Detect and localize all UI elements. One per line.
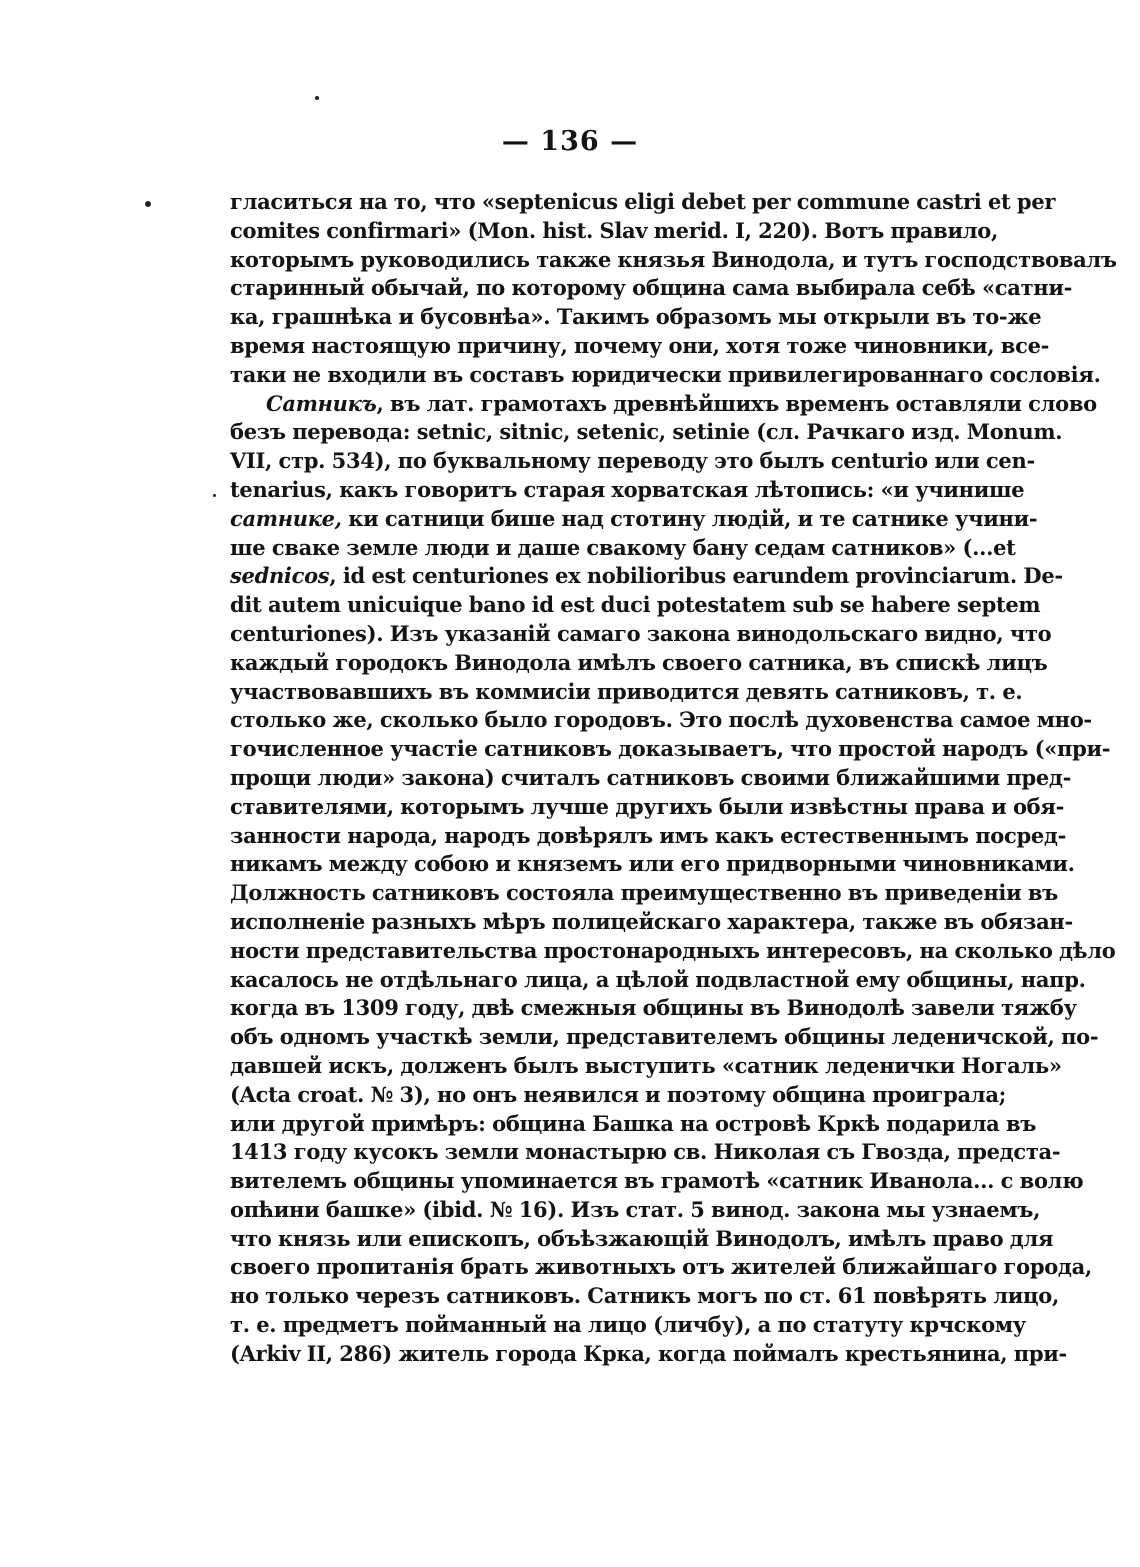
line-text: ка, грашнѣка и бусовнѣа». Такимъ образомъ мы открыли въ то-же <box>230 304 1042 330</box>
text-line <box>230 418 1063 447</box>
line-text: (Arkiv II, 286) житель города Крка, когда поймалъ крестьянина, при- <box>230 1340 1067 1366</box>
line-text: или другой примѣръ: община Башка на островѣ Кркѣ подарила въ <box>230 1110 1037 1136</box>
line-text: безъ перевода: setnic, sitnic, setenic, setinie (сл. Рачкаго изд. Monum. <box>230 419 1063 445</box>
line-text: т. е. предметъ пойманный на лицо (личбу), а по статуту крчскому <box>230 1312 1026 1338</box>
body-text <box>230 188 1117 1369</box>
line-text: VII, стр. 534), по буквальному переводу это былъ centurio или cen- <box>230 448 1035 474</box>
text-line <box>230 1138 1061 1167</box>
text-line <box>230 361 1101 390</box>
ink-speck <box>145 201 151 207</box>
text-line <box>230 447 1035 476</box>
line-text: занности народа, народъ довѣрялъ имъ какъ естественнымъ посред- <box>230 822 1067 848</box>
text-line <box>230 534 1016 563</box>
line-text: столько же, сколько было городовъ. Это послѣ духовенства самое мно- <box>230 707 1092 733</box>
line-text: но только черезъ сатниковъ. Сатникъ могъ по ст. 61 повѣрять лицо, <box>230 1283 1059 1309</box>
italic-term: sednicos <box>230 563 330 589</box>
text-line <box>230 1081 1007 1110</box>
line-text: старинный обычай, по которому община сама выбирала себѣ «сатни- <box>230 275 1073 301</box>
ink-speck <box>315 96 319 100</box>
text-line <box>230 879 1058 908</box>
text-line <box>230 1167 1084 1196</box>
line-text: никамъ между собою и княземъ или его придворными чиновниками. <box>230 851 1075 877</box>
line-text: (Acta croat. № 3), но онъ неявился и поэтому община проиграла; <box>230 1081 1007 1107</box>
text-line <box>230 217 998 246</box>
ink-speck <box>213 494 216 497</box>
line-text: прощи люди» закона) считалъ сатниковъ своими ближайшими пред- <box>230 764 1072 790</box>
line-text: опћини башке» (ibid. № 16). Изъ стат. 5 винод. закона мы узнаемъ, <box>230 1196 1041 1222</box>
line-text: каждый городокъ Винодола имѣлъ своего сатника, въ спискѣ лицъ <box>230 649 1048 675</box>
text-line <box>230 822 1067 851</box>
text-line <box>230 476 1025 505</box>
line-text: давшей искъ, долженъ былъ выступить «сатник леденички Ногаль» <box>230 1052 1062 1078</box>
line-text: ше сваке земле люди и даше свакому бану седам сатников» (...et <box>230 534 1016 560</box>
text-line <box>230 505 1038 534</box>
text-line <box>230 1225 1054 1254</box>
text-line <box>230 1110 1037 1139</box>
text-line <box>230 303 1042 332</box>
text-line <box>230 908 1073 937</box>
text-line <box>230 793 1064 822</box>
text-line <box>230 1340 1067 1369</box>
line-text: участвовавшихъ въ коммисіи приводится девять сатниковъ, т. е. <box>230 678 1023 704</box>
text-line <box>230 850 1075 879</box>
line-text: гочисленное участіе сатниковъ доказываетъ, что простой народъ («при- <box>230 736 1111 762</box>
text-line <box>230 1282 1059 1311</box>
line-text: ности представительства простонародныхъ интересовъ, на сколько дѣло <box>230 937 1116 963</box>
text-line <box>230 562 1063 591</box>
text-line <box>230 1052 1062 1081</box>
line-text: 1413 году кусокъ земли монастырю св. Николая съ Гвозда, предста- <box>230 1139 1061 1165</box>
line-text: которымъ руководились также князья Винодола, и тутъ господствовалъ <box>230 246 1117 272</box>
text-line <box>230 246 1117 275</box>
line-text: объ одномъ участкѣ земли, представителемъ общины леденичской, по- <box>230 1024 1099 1050</box>
text-line <box>230 966 1086 995</box>
text-line <box>230 937 1116 966</box>
line-text: время настоящую причину, почему они, хотя тоже чиновники, все- <box>230 332 1050 358</box>
line-text: исполненіе разныхъ мѣръ полицейскаго характера, также въ обязан- <box>230 908 1073 934</box>
line-text: своего пропитанія брать животныхъ отъ жителей ближайшаго города, <box>230 1254 1092 1280</box>
text-line <box>230 620 1052 649</box>
text-line <box>230 735 1111 764</box>
text-line <box>230 390 1097 419</box>
text-line <box>230 591 1041 620</box>
line-text: что князь или епископъ, объѣзжающій Винодолъ, имѣлъ право для <box>230 1225 1054 1251</box>
line-text: вителемъ общины упоминается въ грамотѣ «сатник Иванола... с волю <box>230 1168 1084 1194</box>
text-line <box>230 994 1077 1023</box>
italic-term: Сатникъ <box>266 390 377 416</box>
page-number: — 136 — <box>501 126 639 157</box>
line-text: , въ лат. грамотахъ древнѣйшихъ временъ оставляли слово <box>376 390 1097 416</box>
text-line <box>230 1253 1092 1282</box>
line-text: , id est centuriones ex nobilioribus earundem provinciarum. De- <box>329 563 1063 589</box>
line-text: comites confirmari» (Mon. hist. Slav merid. I, 220). Вотъ правило, <box>230 217 998 243</box>
text-line <box>230 332 1050 361</box>
line-text: tenarius, какъ говоритъ старая хорватская лѣтопись: «и учинише <box>230 476 1025 502</box>
line-text: dit autem unicuique bano id est duci potestatem sub se habere septem <box>230 592 1041 618</box>
text-line <box>230 188 1056 217</box>
line-text: гласиться на то, что «septenicus eligi debet per commune castri et per <box>230 189 1056 214</box>
italic-term: сатнике, <box>230 505 342 531</box>
text-line <box>230 274 1073 303</box>
text-line <box>230 1196 1041 1225</box>
text-line <box>230 1023 1099 1052</box>
text-line <box>230 649 1048 678</box>
text-line <box>230 764 1072 793</box>
line-text: когда въ 1309 году, двѣ смежныя общины въ Винодолѣ завели тяжбу <box>230 995 1077 1021</box>
text-line <box>230 678 1023 707</box>
line-text: centuriones). Изъ указаній самаго закона винодольскаго видно, что <box>230 620 1052 646</box>
line-text: касалось не отдѣльнаго лица, а цѣлой подвластной ему общины, напр. <box>230 966 1086 992</box>
line-text: ставителями, которымъ лучше другихъ были извѣстны права и обя- <box>230 793 1064 819</box>
line-text: ки сатници бише над стотину людій, и те сатнике учини- <box>341 505 1038 531</box>
text-line <box>230 1311 1026 1340</box>
line-text: таки не входили въ составъ юридически привилегированнаго сословія. <box>230 361 1101 387</box>
line-text: Должность сатниковъ состояла преимущественно въ приведеніи въ <box>230 880 1058 906</box>
text-line <box>230 706 1092 735</box>
